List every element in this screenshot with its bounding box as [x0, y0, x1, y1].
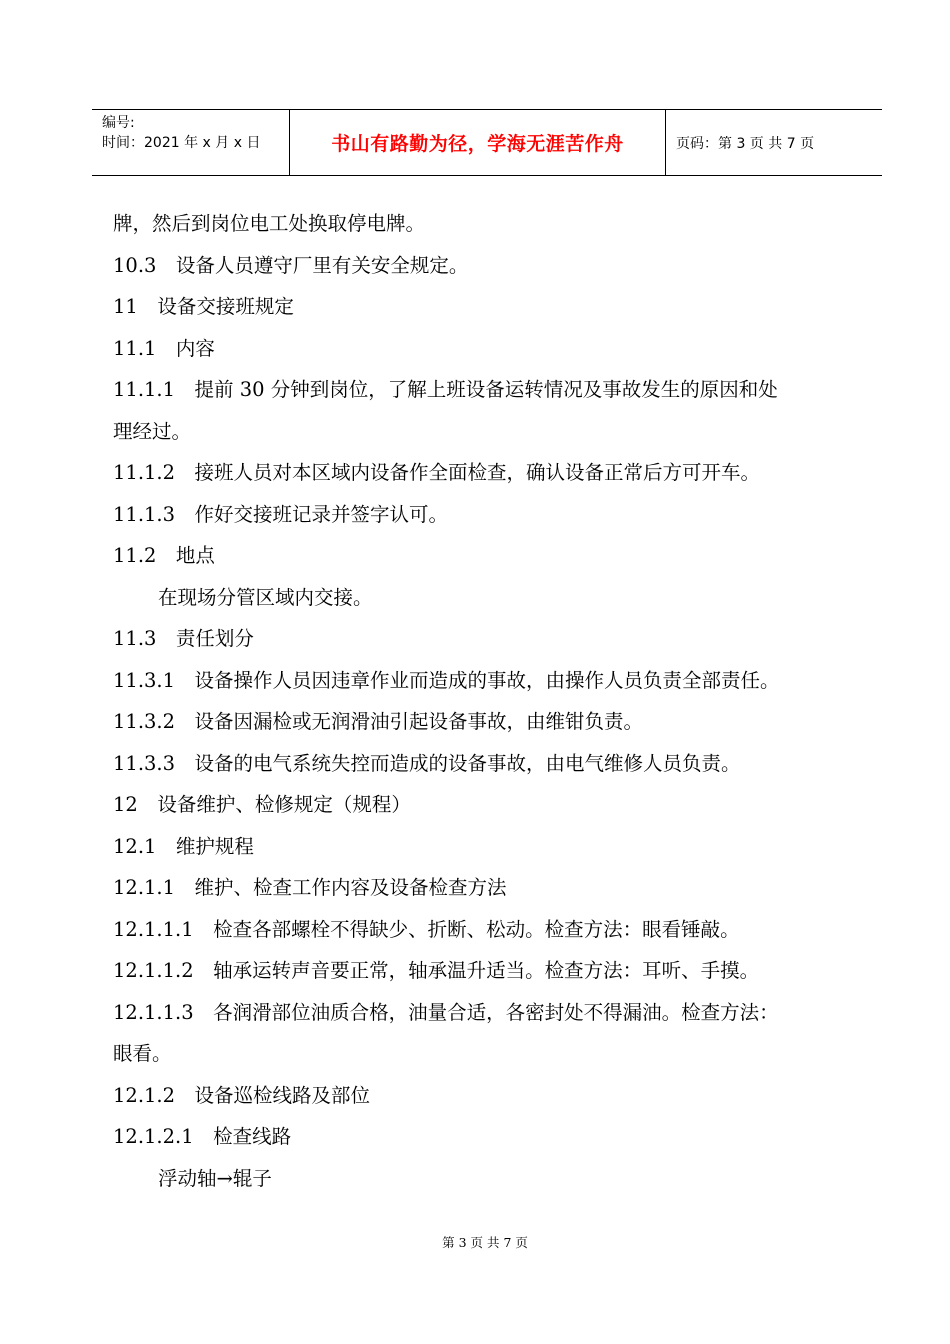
body-line: 11.3.3 设备的电气系统失控而造成的设备事故，由电气维修人员负责。: [113, 752, 741, 775]
body-line: 牌，然后到岗位电工处换取停电牌。: [113, 212, 426, 235]
subsection-heading: 11.3 责任划分: [113, 627, 254, 650]
time-label: 时间：2021 年 x 月 x 日: [102, 135, 261, 151]
page-header: [92, 109, 882, 176]
body-line: 在现场分管区域内交接。: [158, 586, 373, 609]
page-footer: 第 3 页 共 7 页: [442, 1235, 528, 1250]
body-line: 12.1.1 维护、检查工作内容及设备检查方法: [113, 876, 507, 899]
subsection-heading: 11.1 内容: [113, 337, 215, 360]
subsection-heading: 12.1 维护规程: [113, 835, 254, 858]
body-line: 11.1.2 接班人员对本区域内设备作全面检查，确认设备正常后方可开车。: [113, 461, 761, 484]
header-motto: 书山有路勤为径，学海无涯苦作舟: [290, 110, 666, 175]
body-line: 浮动轴→辊子: [158, 1167, 272, 1190]
section-heading: 12 设备维护、检修规定（规程）: [113, 793, 411, 816]
body-line: 11.3.2 设备因漏检或无润滑油引起设备事故，由维钳负责。: [113, 710, 644, 733]
body-line: 11.1.1 提前 30 分钟到岗位，了解上班设备运转情况及事故发生的原因和处: [113, 378, 778, 401]
body-line: 11.3.1 设备操作人员因违章作业而造成的事故，由操作人员负责全部责任。: [113, 669, 780, 692]
body-line: 12.1.2.1 检查线路: [113, 1125, 292, 1148]
body-line: 12.1.1.1 检查各部螺栓不得缺少、折断、松动。检查方法：眼看锤敲。: [113, 918, 740, 941]
header-page-label: 页码：第 3 页 共 7 页: [676, 135, 815, 152]
body-line: 12.1.1.3 各润滑部位油质合格，油量合适，各密封处不得漏油。检查方法：: [113, 1001, 779, 1024]
body-line: 11.1.3 作好交接班记录并签字认可。: [113, 503, 449, 526]
body-line: 10.3 设备人员遵守厂里有关安全规定。: [113, 254, 469, 277]
body-line: 理经过。: [113, 420, 192, 443]
body-line: 12.1.1.2 轴承运转声音要正常，轴承温升适当。检查方法：耳听、手摸。: [113, 959, 760, 982]
body-line: 眼看。: [113, 1042, 172, 1065]
serial-label: 编号:: [102, 115, 135, 131]
body-line: 12.1.2 设备巡检线路及部位: [113, 1084, 371, 1107]
section-heading: 11 设备交接班规定: [113, 295, 294, 318]
subsection-heading: 11.2 地点: [113, 544, 215, 567]
header-meta: [92, 110, 290, 175]
